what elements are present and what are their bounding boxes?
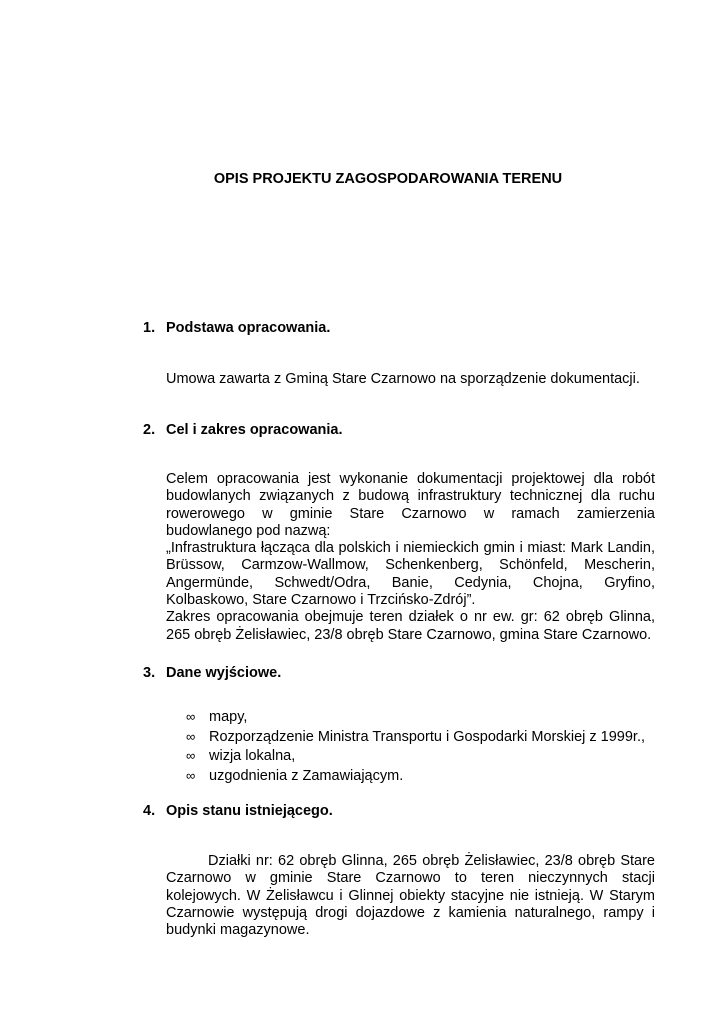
- section-2-paragraph: [166, 471, 655, 644]
- section-title: Cel i zakres opracowania.: [166, 422, 343, 438]
- section-title: Dane wyjściowe.: [166, 665, 282, 681]
- section-title: Opis stanu istniejącego.: [166, 803, 333, 819]
- list-item-text: uzgodnienia z Zamawiającym.: [209, 768, 404, 785]
- paragraph-line: budynki magazynowe.: [166, 922, 310, 939]
- paragraph-line: budowlanego pod nazwą:: [166, 522, 331, 539]
- paragraph-line: Działki nr: 62 obręb Glinna, 265 obręb Żelisławiec, 23/8 obręb Stare: [208, 853, 655, 869]
- paragraph-line: Kolbaskowo, Stare Czarnowo i Trzcińsko-Zdrój”.: [166, 592, 476, 609]
- paragraph-line: Celem opracowania jest wykonanie dokumentacji projektowej dla robót: [166, 471, 655, 487]
- section-4-paragraph: [166, 853, 655, 939]
- section-3-heading: [143, 665, 281, 681]
- section-1-paragraph: Umowa zawarta z Gminą Stare Czarnowo na sporządzenie dokumentacji.: [166, 371, 640, 387]
- document-title: OPIS PROJEKTU ZAGOSPODAROWANIA TERENU: [213, 171, 563, 187]
- list-item: [186, 768, 645, 788]
- section-number: 1.: [143, 320, 156, 336]
- infinity-bullet-icon: ∞: [186, 728, 196, 744]
- list-item: [186, 709, 645, 729]
- paragraph-line: budowlanych związanych z budową infrastruktury technicznej dla ruchu: [166, 488, 655, 505]
- section-2-heading: [143, 422, 343, 438]
- paragraph-line: Brüssow, Carmzow-Wallmow, Schenkenberg, Schönfeld, Mescherin,: [166, 557, 655, 574]
- list-item-text: wizja lokalna,: [209, 748, 296, 765]
- paragraph-line: Zakres opracowania obejmuje teren działek o nr ew. gr: 62 obręb Glinna,: [166, 609, 655, 626]
- paragraph-line: Angermünde, Schwedt/Odra, Banie, Cedynia, Chojna, Gryfino,: [166, 574, 655, 591]
- paragraph-line: „Infrastruktura łącząca dla polskich i niemieckich gmin i miast: Mark Landin,: [166, 540, 655, 557]
- infinity-bullet-icon: ∞: [186, 768, 196, 784]
- list-item-text: Rozporządzenie Ministra Transportu i Gospodarki Morskiej z 1999r.,: [209, 728, 645, 745]
- section-1-heading: [143, 320, 330, 336]
- paragraph-line: 265 obręb Żelisławiec, 23/8 obręb Stare Czarnowo, gmina Stare Czarnowo.: [166, 626, 652, 643]
- section-number: 2.: [143, 422, 156, 438]
- section-number: 4.: [143, 803, 156, 819]
- section-4-heading: [143, 803, 333, 819]
- paragraph-line: rowerowego w gminie Stare Czarnowo w ramach zamierzenia: [166, 505, 655, 522]
- paragraph-line: kolejowych. W Żelisławcu i Glinnej obiekty stacyjne nie istnieją. W Starym: [166, 887, 655, 904]
- section-title: Podstawa opracowania.: [166, 320, 331, 336]
- infinity-bullet-icon: ∞: [186, 709, 196, 724]
- paragraph-line: Czarnowo w gminie Stare Czarnowo to teren nieczynnych stacji: [166, 870, 655, 887]
- list-item-text: mapy,: [209, 709, 248, 725]
- list-item: [186, 729, 645, 749]
- infinity-bullet-icon: ∞: [186, 748, 196, 764]
- input-data-list: [186, 709, 645, 788]
- section-number: 3.: [143, 665, 156, 681]
- paragraph-line: Czarnowie występują drogi dojazdowe z kamienia naturalnego, rampy i: [166, 904, 655, 921]
- list-item: [186, 748, 645, 768]
